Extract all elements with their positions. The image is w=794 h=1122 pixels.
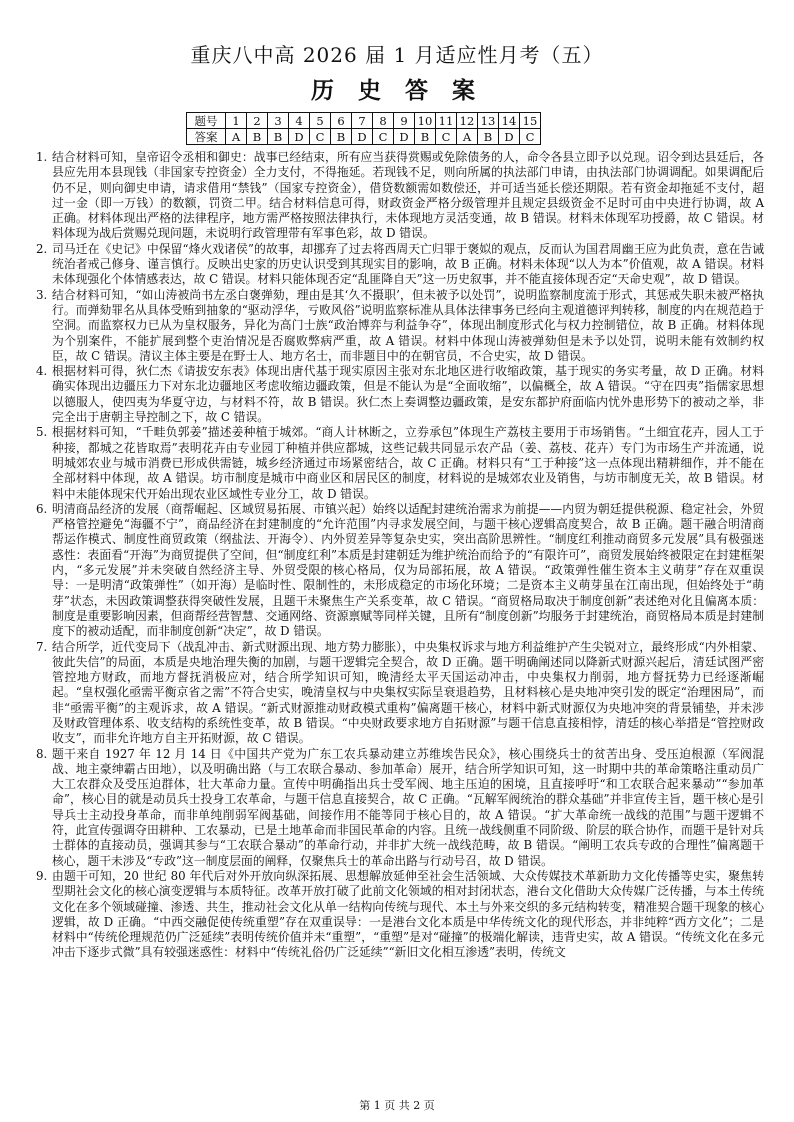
answer-table-number: 6 [331, 113, 352, 129]
answer-table-number-label: 题号 [187, 113, 226, 129]
explanation-text: 明清商品经济的发展（商帮崛起、区域贸易拓展、市镇兴起）始终以适配封建统治需求为前提——内贸为朝廷提供税源、稳定社会，外贸严格管控避免“海疆不宁”，商品经济在封建制度的“允许范围”内寻求发展空间，与题干核心逻辑高度契合，故 B 正确。题干融合明清商帮运作模式、制度性商贸政策（纲盐法、开海令）、内外贸差异等复杂史实，突出高阶思辨性。“制度红利推动商贸多元发展”具有极强迷惑性：表面看“开海”为商贸提供了空间，但“制度红利”本质是封建朝廷为维护统治而给予的“有限许可”，商贸发展始终被限定在封建框架内，“多元发展”并未突破自然经济主导、外贸受限的核心格局，仅为局部拓展，故 A 错误。“政策弹性催生资本主义萌芽”存在双重误导：一是明清“政策弹性”（如开海）是临时性、限制性的，未形成稳定的市场化环境；二是资本主义萌芽虽在江南出现，但始终处于“萌芽”状态，未因政策调整获得突破性发展，且题干未聚焦生产关系变革，故 C 错误。“商贸格局取决于制度创新”表述绝对化且偏离本质：制度是重要影响因素，但商帮经营智慧、交通网络、资源禀赋等同样关键，且所有“制度创新”均服务于封建统治，商贸格局本质是封建制度下的被动适配，而非制度创新“决定”，故 D 错误。 [52, 501, 764, 639]
question-explanation [36, 242, 764, 288]
answer-table-number: 7 [352, 113, 373, 129]
answer-table-number: 11 [436, 113, 457, 129]
explanations [36, 150, 764, 961]
answer-table-answer: C [520, 129, 541, 145]
explanation-text: 根据材料可知，“千畦负郭姜”描述姜种植于城郊。“商人计林断之，立券承包”体现生产荔枝主要用于市场销售。“土细宜花卉，园人工于种接，都城之花皆取焉”表明花卉由专业园丁种植并供应都城，这些记载共同显示农产品（姜、荔枝、花卉）专门为市场生产并流通，说明城郊农业与城市消费已形成供需链，城乡经济通过市场紧密结合，故 C 正确。材料只有“工于种接”这一点体现出精耕细作，并不能在全部材料中体现，故 A 错误。坊市制度是城市中商业区和居民区的制度，材料说的是城郊农业及销售，与坊市制度无关，故 B 错误。材料中未能体现宋代开始出现农业区域性专业分工，故 D 错误。 [52, 425, 764, 501]
question-number: 8. [36, 746, 48, 761]
question-number: 3. [36, 287, 48, 302]
answer-table-answer: B [415, 129, 436, 145]
answer-table-number: 3 [268, 113, 289, 129]
answer-table-answer: A [226, 129, 247, 145]
answer-table-number: 2 [247, 113, 268, 129]
answer-table-answer: C [373, 129, 394, 145]
answer-table-answer: D [499, 129, 520, 145]
answer-table-answer: B [268, 129, 289, 145]
explanation-text: 司马迁在《史记》中保留“烽火戏诸侯”的故事，却挪弃了过去将西周天亡归罪于褒姒的观点，反而认为国君周幽王应为此负责，意在告诫统治者戒己修身、谨言慎行。反映出史家的历史认识受到其现实目的影响，故 B 正确。材料未体现“以人为本”价值观，故 A 错误。材料未体现强化个体情感表达，故 C 错误。材料只能体现否定“乱匪降自天”这一历史叙事，并不能直接体现否定“天命史观”，故 D 错误。 [52, 241, 764, 287]
question-number: 9. [36, 868, 48, 883]
answer-table-answer-row [187, 129, 541, 145]
answer-table-number-row [187, 113, 541, 129]
answer-table-number: 1 [226, 113, 247, 129]
answer-table-answer: D [394, 129, 415, 145]
question-explanation [36, 640, 764, 747]
answer-table-number: 14 [499, 113, 520, 129]
answer-table-number: 4 [289, 113, 310, 129]
page-title: 重庆八中高 2026 届 1 月适应性月考（五） [190, 43, 604, 67]
answer-table-answer: D [352, 129, 373, 145]
answer-table-answer: C [310, 129, 331, 145]
question-explanation [36, 502, 764, 640]
answer-table-number: 5 [310, 113, 331, 129]
question-explanation [36, 869, 764, 961]
answer-table-answer-label: 答案 [187, 129, 226, 145]
question-number: 6. [36, 501, 48, 516]
answer-table [186, 112, 541, 145]
answer-table-number: 10 [415, 113, 436, 129]
explanation-text: 结合所学，近代变局下（战乱冲击、新式财源出现、地方势力膨胀），中央集权诉求与地方利益维护产生尖锐对立，最终形成“内外相蒙、彼此失信”的局面，本质是央地治理失衡的加剧，与题干逻辑完全契合，故 D 正确。题干明确阐述同以降新式财源兴起后，清廷试图严密管控地方财政，而地方督抚消极应对，结合所学知识可知，晚清经太平天国运动冲击，中央集权力削弱，地方督抚势力已经逐渐崛起。“皇权强化亟需平衡京省之需”不符合史实，晚清皇权与中央集权实际呈衰退趋势，且材料核心是央地冲突引发的既定“治理困局”，而非“亟需平衡”的主观诉求，故 A 错误。“新式财源推动财政模式重构”偏离题干核心，材料中新式财源仅为央地冲突的背景铺垫，并未涉及财政管理体系、收支结构的系统性变革，故 B 错误。“中央财政要求地方自拓财源”与题干信息直接相悖，清廷的核心举措是“管控财政收支”，而非允许地方自主开拓财源，故 C 错误。 [52, 639, 764, 746]
answer-table-number: 12 [457, 113, 478, 129]
answer-table-answer: A [457, 129, 478, 145]
answer-table-answer: C [436, 129, 457, 145]
answer-table-number: 15 [520, 113, 541, 129]
explanation-text: 题干来自 1927 年 12 月 14 日《中国共产党为广东工农兵暴动建立苏维埃告民众》，核心围绕兵士的贫苦出身、受压迫根源（军阀混战、地主豪绅霸占田地），以及明确出路（与工农联合暴动、参加革命）展开，结合所学知识可知，这一时期中共的革命策略注重动员广大工农群众及受压迫群体，壮大革命力量。宣传中明确指出兵士受军阀、地主压迫的困境，且直接呼吁“和工农联合起来暴动”“参加革命”，核心目的就是动员兵士投身工农革命，与题干信息直接契合，故 C 正确。“瓦解军阀统治的群众基础”并非宣传主旨，题干核心是引导兵士主动投身革命，而非单纯削弱军阀基础，间接作用不能等同于核心目的，故 A 错误。“扩大革命统一战线的范围”与题干逻辑不符，此宣传强调夺田耕种、工农暴动，已是土地革命而非国民革命的内容。且统一战线侧重不同阶级、阶层的联合协作，而题干是针对兵士群体的直接动员，强调其参与“工农联合暴动”的革命行动，并非扩大统一战线范畴，故 B 错误。“阐明工农兵专政的合理性”偏离题干核心，题干未涉及“专政”这一制度层面的阐释，仅聚焦兵士的革命出路与行动号召，故 D 错误。 [52, 746, 764, 868]
question-explanation [36, 364, 764, 425]
explanation-text: 由题干可知，20 世纪 80 年代后对外开放向纵深拓展、思想解放延伸至社会生活领域、大众传媒技术革新助力文化传播等史实，聚焦转型期社会文化的核心演变逻辑与本质特征。改革开放打破了此前文化领域的相对封闭状态，港台文化借助大众传媒广泛传播，与本土传统文化在多个领域碰撞、渗透、共生，推动社会文化从单一结构向传统与现代、本土与外来交织的多元结构转变，精准契合题干现象的核心逻辑，故 D 正确。“中西交融促使传统重塑”存在双重误导：一是港台文化本质是中华传统文化的现代形态，并非纯粹“西方文化”；二是材料中“传统伦理规范仍广泛延续”表明传统价值并未“重塑”，“重塑”是对“碰撞”的极端化解读，违背史实，故 A 错误。“传统文化在多元冲击下逐步式微”具有较强迷惑性：材料中“传统礼俗仍广泛延续”“新旧文化相互渗透”表明，传统文 [52, 868, 764, 960]
question-explanation [36, 747, 764, 869]
explanation-text: 根据材料可得，狄仁杰《请拔安东表》体现出唐代基于现实原因主张对东北地区进行收缩政策，基于现实的务实考量，故 D 正确。材料确实体现出边疆压力下对东北边疆地区考虑收缩边疆政策，但是不能认为是“全面收缩”，以偏概全，故 A 错误。“守在四夷”指儒家思想以德服人，使四夷为华夏守边，与材料不符，故 B 错误。狄仁杰上奏调整边疆政策，是安东都护府面临内忧外患形势下的被动之举，非完全出于唐朝主导控制之下，故 C 错误。 [52, 364, 764, 425]
answer-table-answer: B [478, 129, 499, 145]
question-explanation [36, 150, 764, 242]
answer-table-number: 8 [373, 113, 394, 129]
question-explanation [36, 288, 764, 364]
answer-table-number: 9 [394, 113, 415, 129]
question-number: 5. [36, 425, 48, 440]
answer-table-answer: B [247, 129, 268, 145]
explanation-text: 结合材料可知，皇帝诏令丞相和御史：战事已经结束，所有应当获得赏赐或免除债务的人，命令各县立即予以兑现。诏令到达县廷后，各县应先用本县现钱（非国家专控资金）全力支付，不得拖延。若现钱不足，则向所属的执法部门申请，由执法部门协调调配。如果调配后仍不足，则向御史申请，请求借用“禁钱”（国家专控资金），借贷数额需如数偿还，并可适当延长偿还期限。若有资金却拖延不支付，超过一金（即一万钱）的数额，罚资二甲。结合材料信息可得，财政资金严格分级管理并且规定县级资金不足时可由中央进行协调，故 A 正确。材料体现出严格的法律程序，地方需严格按照法律执行，未体现地方灵活变通，故 B 错误。材料未体现军功授爵，故 C 错误。材料体现为战后赏赐兑现问题，未说明行政管理带有军事色彩，故 D 错误。 [52, 150, 764, 241]
explanation-text: 结合材料可知，“如山涛被尚书左丞白褒弹劾，理由是其‘久不摄职’，但未被予以处罚”，说明监察制度流于形式，其惩戒失职未被严格执行。而弹劾罪名从具体受贿到抽象的“驱动浮华，亏败风俗”说明监察标准从具体法律事务已经向主观道德评判转移，制度的内在规范趋于空洞。而监察权力已从为皇权服务，异化为高门士族“政治博弈与利益争夺”，体现出制度形式化与权力控制错位，故 B 正确。材料体现为个别案件，不能扩展到整个吏治情况是否腐败弊病严重，故 A 错误。材料中体现山涛被弹劾但是未予以处罚，说明未能有效制约权臣，故 C 错误。清议主体主要是在野士人、地方名士，而非题目中的在朝官员，不合史实，故 D 错误。 [52, 287, 764, 363]
question-number: 2. [36, 241, 48, 256]
subject-title: 历 史 答 案 [310, 77, 484, 104]
answer-table-answer: B [331, 129, 352, 145]
question-number: 4. [36, 364, 48, 379]
answer-table-number: 13 [478, 113, 499, 129]
answer-table-answer: D [289, 129, 310, 145]
question-number: 7. [36, 639, 48, 654]
question-number: 1. [36, 150, 48, 164]
page-footer: 第 1 页 共 2 页 [359, 1099, 435, 1112]
question-explanation [36, 425, 764, 501]
